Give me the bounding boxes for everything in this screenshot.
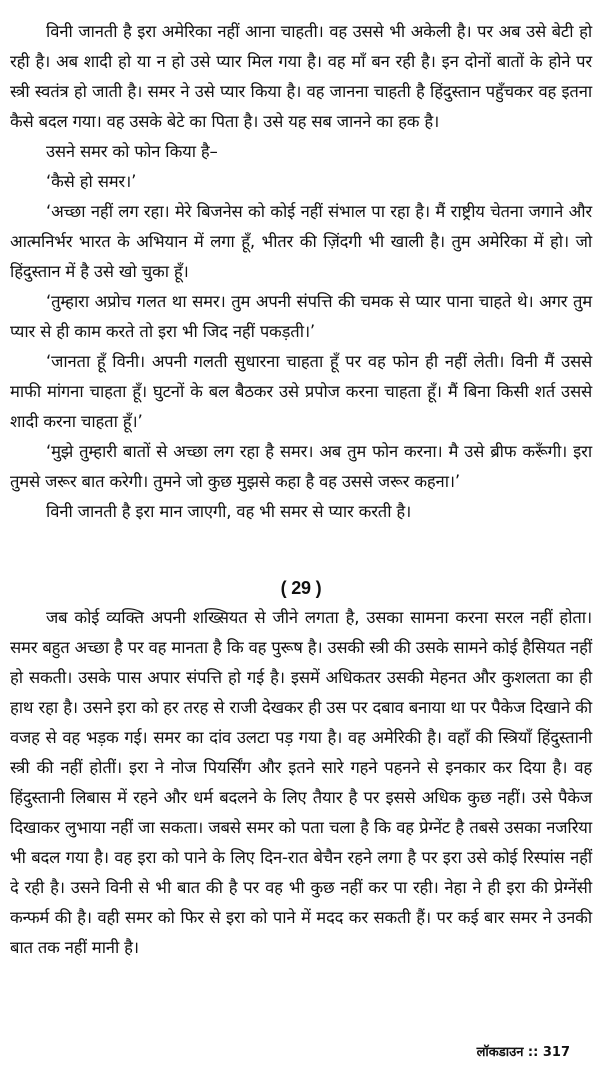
paragraph: विनी जानती है इरा अमेरिका नहीं आना चाहती। वह उससे भी अकेली है। पर अब उसे बेटी हो रही है। अब शादी हो या न हो उसे प्यार मिल गया है। वह माँ बन रही है। इन दोनों बातों के होने पर स्त्री स्वतंत्र हो जाती है। समर ने उसे प्यार किया है। वह जानना चाहती है हिंदुस्तान पहुँचकर वह इतना कैसे बदल गया। वह उसके बेटे का पिता है। उसे यह सब जानने का हक है। — [10, 22, 592, 131]
book-page — [10, 17, 592, 963]
paragraph: ‘तुम्हारा अप्रोच गलत था समर। तुम अपनी संपत्ति की चमक से प्यार पाना चाहते थे। अगर तुम प्यार से ही काम करते तो इरा भी जिद नहीं पकड़ती।’ — [10, 292, 592, 341]
paragraph: विनी जानती है इरा मान जाएगी, वह भी समर से प्यार करती है। — [46, 502, 412, 521]
page-footer: लॉकडाउन :: 317 — [476, 1045, 570, 1060]
paragraph: जब कोई व्यक्ति अपनी शख्सियत से जीने लगता है, उसका सामना करना सरल नहीं होता। समर बहुत अच्छा है पर वह मानता है कि वह पुरूष है। उसकी स्त्री की उसके सामने कोई हैसियत नहीं हो सकती। उसके पास अपार संपत्ति हो गई है। इसमें अधिकतर उसकी मेहनत और कुशलता का ही हाथ रहा है। उसने इरा को हर तरह से राजी देखकर ही उस पर दबाव बनाया था पर पैकेज दिखाने की वजह से वह भड़क गई। समर का दांव उलटा पड़ गया है। वह अमेरिकी है। वहाँ की स्त्रियाँ हिंदुस्तानी स्त्री की नहीं होतीं। इरा ने नोज पियर्सिंग और इतने सारे गहने पहनने से इनकार कर दिया है। वह हिंदुस्तानी लिबास में रहने और धर्म बदलने के लिए तैयार है पर इससे अधिक कुछ नहीं। उसे पैकेज दिखाकर लुभाया नहीं जा सकता। जबसे समर को पता चला है कि वह प्रेग्नेंट है तबसे उसका नजरिया भी बदल गया है। वह इरा को पाने के लिए दिन-रात बेचैन रहने लगा है पर इरा उसे कोई रिस्पांस नहीं दे रही है। उसने विनी से भी बात की है पर वह भी कुछ नहीं कर पा रही। नेहा ने ही इरा की प्रेग्नेंसी कन्फर्म की है। वही समर को फिर से इरा को पाने में मदद कर सकती हैं। पर कई बार समर ने उनकी बात तक नहीं मानी है। — [10, 608, 592, 957]
paragraph: ‘मुझे तुम्हारी बातों से अच्छा लग रहा है समर। अब तुम फोन करना। मै उसे ब्रीफ करूँगी। इरा तुमसे जरूर बात करेगी। तुमने जो कुछ मुझसे कहा है वह उससे जरूर कहना।’ — [10, 442, 592, 491]
paragraph: ‘कैसे हो समर।’ — [46, 172, 137, 191]
paragraph: ‘जानता हूँ विनी। अपनी गलती सुधारना चाहता हूँ पर वह फोन ही नहीं लेती। विनी मैं उससे माफी मांगना चाहता हूँ। घुटनों के बल बैठकर उसे प्रपोज करना चाहता हूँ। मैं बिना किसी शर्त उससे शादी करना चाहता हूँ।’ — [10, 352, 592, 431]
paragraph: ‘अच्छा नहीं लग रहा। मेरे बिजनेस को कोई नहीं संभाल पा रहा है। मैं राष्ट्रीय चेतना जगाने और आत्मनिर्भर भारत के अभियान में लगा हूँ, भीतर की ज़िंदगी भी खाली है। तुम अमेरिका में हो। जो हिंदुस्तान में है उसे खो चुका हूँ। — [10, 202, 592, 281]
chapter-heading: ( 29 ) — [280, 578, 322, 598]
paragraph: उसने समर को फोन किया है– — [46, 142, 218, 161]
